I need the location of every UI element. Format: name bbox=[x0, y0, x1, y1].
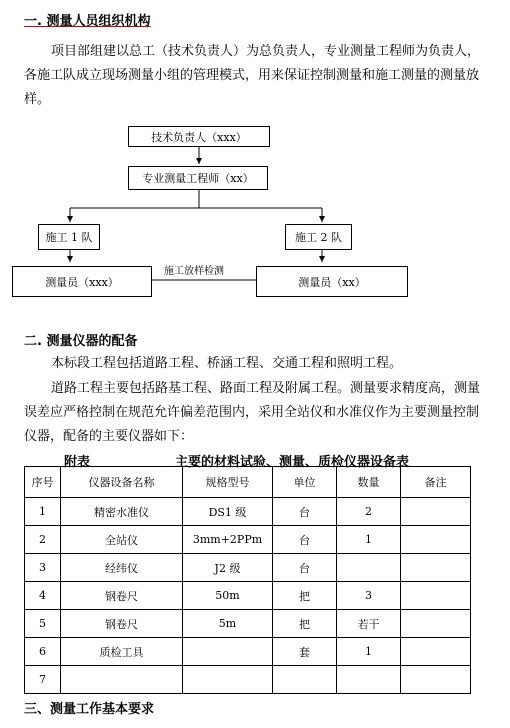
cell-name: 精密水准仪 bbox=[61, 498, 183, 526]
header-remarks: 备注 bbox=[401, 467, 471, 498]
cell-name: 钢卷尺 bbox=[61, 610, 183, 638]
org-box-team1: 施工 1 队 bbox=[38, 224, 100, 250]
cell-remarks bbox=[401, 554, 471, 582]
table-row bbox=[25, 666, 471, 694]
cell-remarks bbox=[401, 582, 471, 610]
cell-name bbox=[61, 666, 183, 694]
table-header-row bbox=[25, 467, 471, 498]
table-row bbox=[25, 498, 471, 526]
header-spec: 规格型号 bbox=[183, 467, 273, 498]
cell-index: 6 bbox=[25, 638, 61, 666]
header-unit: 单位 bbox=[273, 467, 337, 498]
org-box-survey-engineer: 专业测量工程师（xx） bbox=[128, 166, 268, 190]
section2-title: 二. 测量仪器的配备 bbox=[24, 334, 138, 349]
table-caption-title: 主要的材料试验、测量、质检仪器设备表 bbox=[175, 455, 410, 470]
table-caption-label: 附表 bbox=[64, 455, 91, 470]
cell-quantity: 若干 bbox=[337, 610, 401, 638]
table-row bbox=[25, 526, 471, 554]
cell-spec: 3mm+2PPm bbox=[183, 526, 273, 554]
cell-unit: 台 bbox=[273, 554, 337, 582]
cell-unit: 台 bbox=[273, 526, 337, 554]
section1-title: 一. 测量人员组织机构 bbox=[24, 14, 151, 29]
cell-index: 3 bbox=[25, 554, 61, 582]
cell-name: 经纬仪 bbox=[61, 554, 183, 582]
cell-remarks bbox=[401, 526, 471, 554]
cell-quantity: 1 bbox=[337, 526, 401, 554]
table-row bbox=[25, 610, 471, 638]
cell-unit: 把 bbox=[273, 582, 337, 610]
cell-spec: J2 级 bbox=[183, 554, 273, 582]
org-link-label: 施工放样检测 bbox=[164, 266, 224, 277]
cell-index: 7 bbox=[25, 666, 61, 694]
cell-quantity: 3 bbox=[337, 582, 401, 610]
cell-name: 钢卷尺 bbox=[61, 582, 183, 610]
cell-spec: 5m bbox=[183, 610, 273, 638]
cell-index: 4 bbox=[25, 582, 61, 610]
header-quantity: 数量 bbox=[337, 467, 401, 498]
cell-unit: 把 bbox=[273, 610, 337, 638]
cell-spec: 50m bbox=[183, 582, 273, 610]
cell-index: 5 bbox=[25, 610, 61, 638]
cell-quantity bbox=[337, 554, 401, 582]
table-row bbox=[25, 582, 471, 610]
cell-remarks bbox=[401, 610, 471, 638]
cell-remarks bbox=[401, 498, 471, 526]
cell-unit bbox=[273, 666, 337, 694]
cell-remarks bbox=[401, 638, 471, 666]
cell-quantity bbox=[337, 666, 401, 694]
section1-line3: 样。 bbox=[24, 92, 51, 107]
org-box-team2: 施工 2 队 bbox=[285, 224, 352, 250]
section2-para1: 本标段工程包括道路工程、桥涵工程、交通工程和照明工程。 bbox=[51, 356, 403, 371]
cell-spec: DS1 级 bbox=[183, 498, 273, 526]
cell-remarks bbox=[401, 666, 471, 694]
header-name: 仪器设备名称 bbox=[61, 467, 183, 498]
section3-title: 三、测量工作基本要求 bbox=[24, 702, 155, 717]
cell-spec bbox=[183, 638, 273, 666]
cell-index: 2 bbox=[25, 526, 61, 554]
cell-name: 质检工具 bbox=[61, 638, 183, 666]
section2-line2: 误差应严格控制在规范允许偏差范围内，采用全站仪和水准仪作为主要测量控制 bbox=[24, 405, 480, 420]
org-box-surveyor2: 测量员（xx） bbox=[256, 266, 408, 297]
section1-line2: 各施工队成立现场测量小组的管理模式，用来保证控制测量和施工测量的测量放 bbox=[24, 68, 480, 83]
table-row bbox=[25, 554, 471, 582]
cell-quantity: 1 bbox=[337, 638, 401, 666]
header-index: 序号 bbox=[25, 467, 61, 498]
cell-unit: 台 bbox=[273, 498, 337, 526]
cell-spec bbox=[183, 666, 273, 694]
cell-quantity: 2 bbox=[337, 498, 401, 526]
equipment-table bbox=[24, 466, 471, 694]
org-box-surveyor1: 测量员（xxx） bbox=[12, 266, 152, 297]
table-row bbox=[25, 638, 471, 666]
section2-line1: 道路工程主要包括路基工程、路面工程及附属工程。测量要求精度高，测量 bbox=[51, 381, 481, 396]
cell-unit: 套 bbox=[273, 638, 337, 666]
section2-line3: 仪器，配备的主要仪器如下： bbox=[24, 429, 194, 444]
cell-name: 全站仪 bbox=[61, 526, 183, 554]
cell-index: 1 bbox=[25, 498, 61, 526]
section1-line1: 项目部组建以总工（技术负责人）为总负责人，专业测量工程师为负责人， bbox=[51, 44, 481, 59]
org-box-technical-lead: 技术负责人（xxx） bbox=[128, 126, 270, 147]
